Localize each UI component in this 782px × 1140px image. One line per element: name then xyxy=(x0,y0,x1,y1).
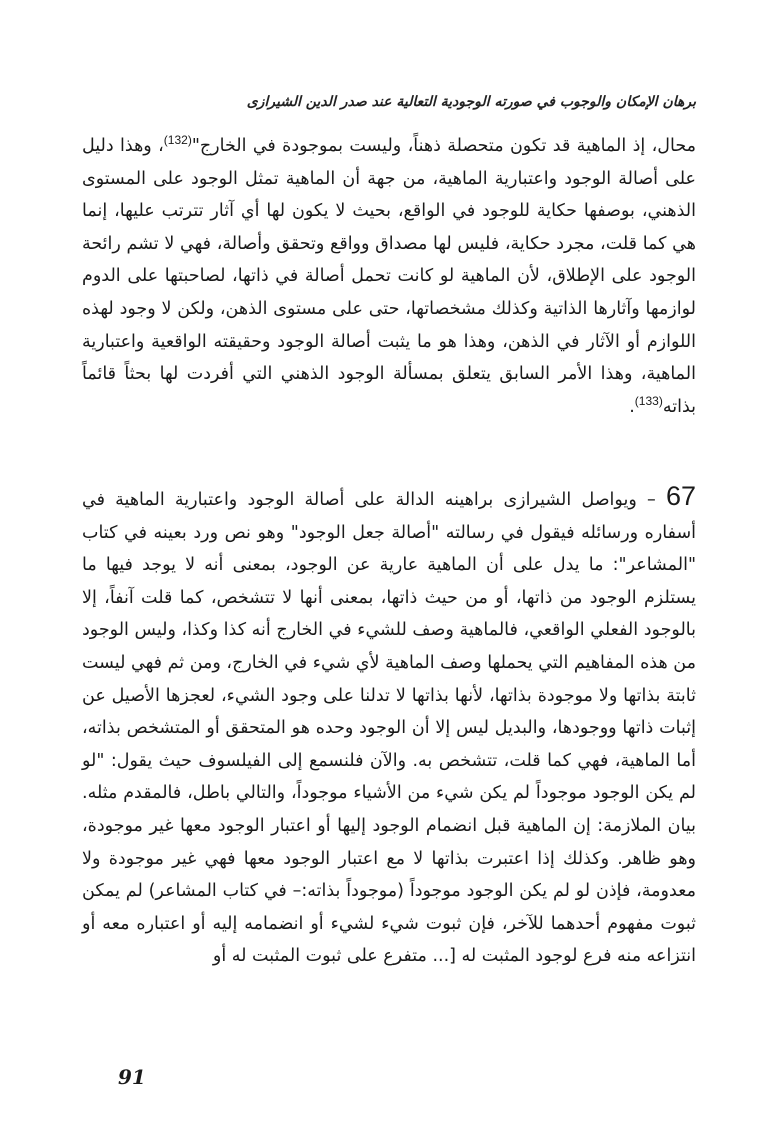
paragraph-number: 67 xyxy=(665,481,696,511)
paragraph-continued xyxy=(82,130,696,423)
footnote-marker[interactable]: (132) xyxy=(163,133,192,148)
paragraph-text: محال، إذ الماهية قد تكون متحصلة ذهناً، وليست بموجودة في الخارج" xyxy=(191,136,696,156)
page-number: 91 xyxy=(118,1065,146,1089)
paragraph-text: – ويواصل الشيرازى براهينه الدالة على أصالة الوجود واعتبارية الماهية في أسفاره ورسائله فيقول في رسالته "أصالة جعل الوجود" وهو نص ورد بعينه في كتاب "المشاعر": ما يدل على أن الماهية عارية عن الوجود، بمعنى أنه لا يوجد فيها ما يستلزم الوجود من ذاتها، أو من حيث ذاتها، بمعنى أنها لا تتشخص، كما قلت آنفاً، إلا بالوجود الفعلي الواقعي، فالماهية وصف للشيء في الخارج أنه كذا وكذا، وليس الوجود من هذه المفاهيم التي يحملها وصف الماهية لأي شيء في الخارج، ومن ثم فهي ليست ثابتة بذاتها ولا موجودة بذاتها، لأنها بذاتها لا تدلنا على وجود الشيء، لعجزها الأصيل عن إثبات ذاتها ووجودها، والبديل ليس إلا أن الوجود وحده هو المتحقق أو المتشخص بذاته، أما الماهية، فهي كما قلت، تتشخص به. والآن فلنسمع إلى الفيلسوف حيث يقول: "لو لم يكن الوجود موجوداً لم يكن شيء من الأشياء موجوداً، والتالي باطل، فالمقدم مثله. بيان الملازمة: إن الماهية قبل انضمام الوجود إليها أو اعتبار الوجود معها غير موجودة، وهو ظاهر. وكذلك إذا اعتبرت بذاتها لا مع اعتبار الوجود معها فهي غير موجودة ولا معدومة، فإذن لو لم يكن الوجود موجوداً (موجوداً بذاته:– في كتاب المشاعر) لم يمكن ثبوت مفهوم أحدهما للآخر، فإن ثبوت شيء لشيء أو انضمامه إليه أو اعتباره معه أو انتزاعه منه فرع لوجود المثبت له [... متفرع على ثبوت المثبت له أو xyxy=(82,490,696,967)
paragraph-end: . xyxy=(629,396,635,417)
running-header: برهان الإمكان والوجوب في صورته الوجودية التعالية عند صدر الدين الشيرازى xyxy=(246,94,696,110)
paragraph-67 xyxy=(82,481,696,973)
paragraph-text: ، وهذا دليل على أصالة الوجود واعتبارية الماهية، من جهة أن الماهية تمثل الوجود على المستوى الذهني، بوصفها حكاية للوجود في الواقع، بحيث لا يكون لها أي آثار تترتب عليها، إنما هي كما قلت، مجرد حكاية، فليس لها مصداق وواقع وتحقق وأصالة، فهي لا تشم رائحة الوجود على الإطلاق، لأن الماهية لو كانت تحمل أصالة في ذاتها، لصاحبتها على الدوم لوازمها وآثارها الذاتية وكذلك مشخصاتها، حتى على مستوى الذهن، ولكن لا وجود لهذه اللوازم أو الآثار في الذهن، وهذا هو ما يثبت أصالة الوجود وحقيقته الواقعية واعتبارية الماهية، وهذا الأمر السابق يتعلق بمسألة الوجود الذهني التي أفردت لها بحثاً قائماً بذاته xyxy=(82,136,696,417)
footnote-marker[interactable]: (133) xyxy=(634,393,663,408)
